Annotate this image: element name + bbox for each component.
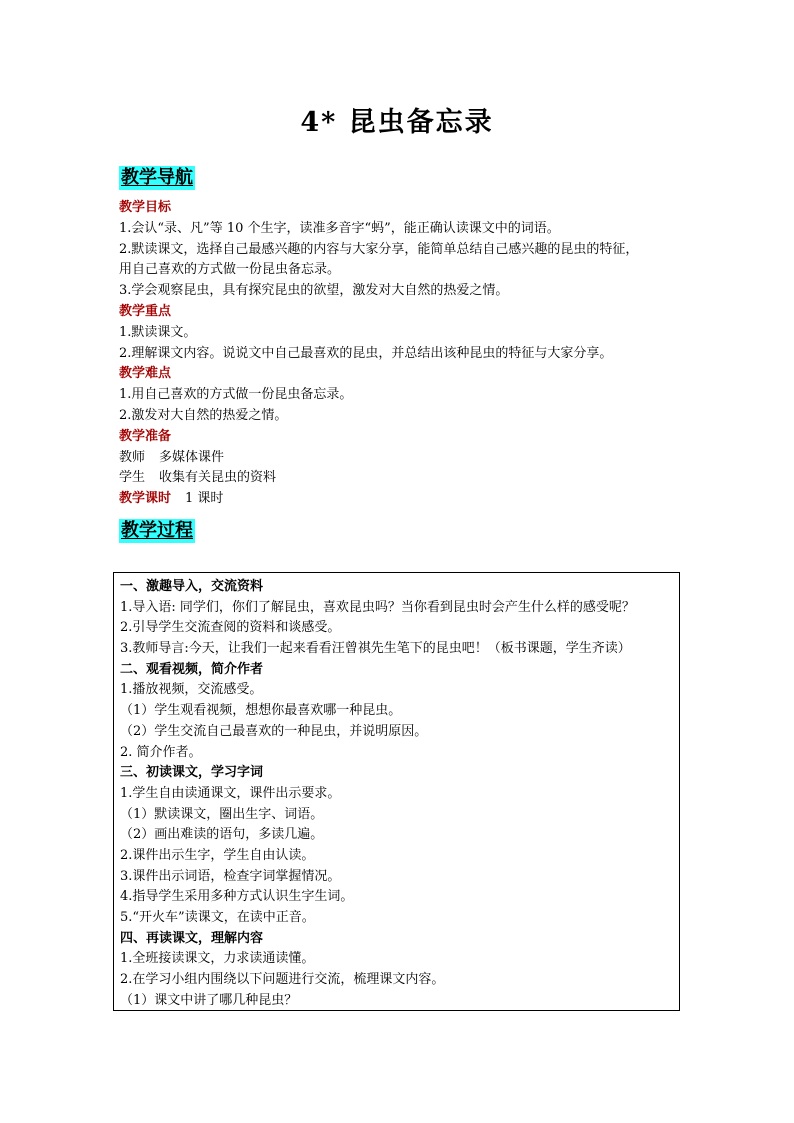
difficulty-item: 2.激发对大自然的热爱之情。: [119, 407, 288, 423]
teaching-process-heading: 教学过程: [121, 520, 193, 541]
process-step: 3.教师导言:今天，让我们一起来看看汪曾祺先生笔下的昆虫吧！（板书课题，学生齐读）: [120, 641, 631, 657]
preparation-student: [119, 468, 689, 489]
process-section-title: 四、再读课文，理解内容: [120, 930, 264, 946]
process-step: 2. 简介作者。: [120, 744, 202, 760]
key-point-item: 2.理解课文内容。说说文中自己最喜欢的昆虫，并总结出该种昆虫的特征与大家分享。: [119, 345, 613, 361]
process-section-title: 三、初读课文，学习字词: [120, 765, 264, 781]
process-step: （1）默读课文，圈出生字、词语。: [120, 806, 324, 822]
difficulties-label: 教学难点: [119, 366, 172, 382]
process-step: 1.全班接读课文，力求读通读懂。: [120, 951, 315, 967]
process-section-title: 一、激趣导入，交流资料: [120, 579, 264, 594]
process-step: （1）学生观看视频，想想你最喜欢哪一种昆虫。: [120, 703, 402, 719]
process-section-title: 二、观看视频，简介作者: [120, 661, 264, 677]
process-step: 1.播放视频，交流感受。: [120, 682, 263, 698]
process-step: 2.引导学生交流查阅的资料和谈感受。: [120, 620, 341, 636]
student-item: 收集有关昆虫的资料: [159, 470, 277, 486]
process-step: 5.“开火车”读课文，在读中正音。: [120, 910, 315, 925]
preparation-teacher: [119, 448, 689, 469]
page-title: 4* 昆虫备忘录: [300, 107, 494, 138]
goal-item: 1.会认“录、凡”等 10 个生字，读准多音字“蚂”，能正确认读课文中的词语。: [119, 220, 560, 236]
process-step: （2）画出难读的语句，多读几遍。: [120, 827, 324, 843]
periods-label: 教学课时: [119, 491, 172, 507]
process-step: 3.课件出示词语，检查字词掌握情况。: [120, 868, 341, 884]
process-step: 1.学生自由读通课文，课件出示要求。: [120, 785, 341, 801]
process-step: （1）课文中讲了哪几种昆虫？: [120, 992, 298, 1008]
goal-item: 3.学会观察昆虫，具有探究昆虫的欲望，激发对大自然的热爱之情。: [119, 283, 509, 299]
goal-item: 用自己喜欢的方式做一份昆虫备忘录。: [119, 262, 341, 278]
teaching-navigation-section: [119, 198, 689, 510]
periods-line: [119, 489, 689, 510]
key-points-label: 教学重点: [119, 303, 172, 319]
teacher-role: 教师: [119, 449, 146, 465]
process-step: 1.导入语: 同学们，你们了解昆虫，喜欢昆虫吗？当你看到昆虫时会产生什么样的感受呢？: [120, 599, 635, 615]
student-role: 学生: [119, 470, 146, 486]
teaching-navigation-heading: 教学导航: [121, 167, 193, 188]
preparation-label: 教学准备: [119, 428, 172, 444]
process-step: （2）学生交流自己最喜欢的一种昆虫，并说明原因。: [120, 723, 428, 739]
goals-label: 教学目标: [119, 200, 172, 215]
teacher-item: 多媒体课件: [159, 449, 225, 465]
periods-value: 1 课时: [185, 491, 224, 507]
difficulty-item: 1.用自己喜欢的方式做一份昆虫备忘录。: [119, 387, 353, 403]
teaching-process-box: [113, 572, 680, 1011]
goal-item: 2.默读课文，选择自己最感兴趣的内容与大家分享，能简单总结自己感兴趣的昆虫的特征，: [119, 241, 639, 257]
process-step: 4.指导学生采用多种方式认识生字生词。: [120, 889, 354, 905]
key-point-item: 1.默读课文。: [119, 324, 197, 340]
process-step: 2.在学习小组内围绕以下问题进行交流，梳理课文内容。: [120, 972, 445, 988]
process-step: 2.课件出示生字，学生自由认读。: [120, 847, 315, 863]
